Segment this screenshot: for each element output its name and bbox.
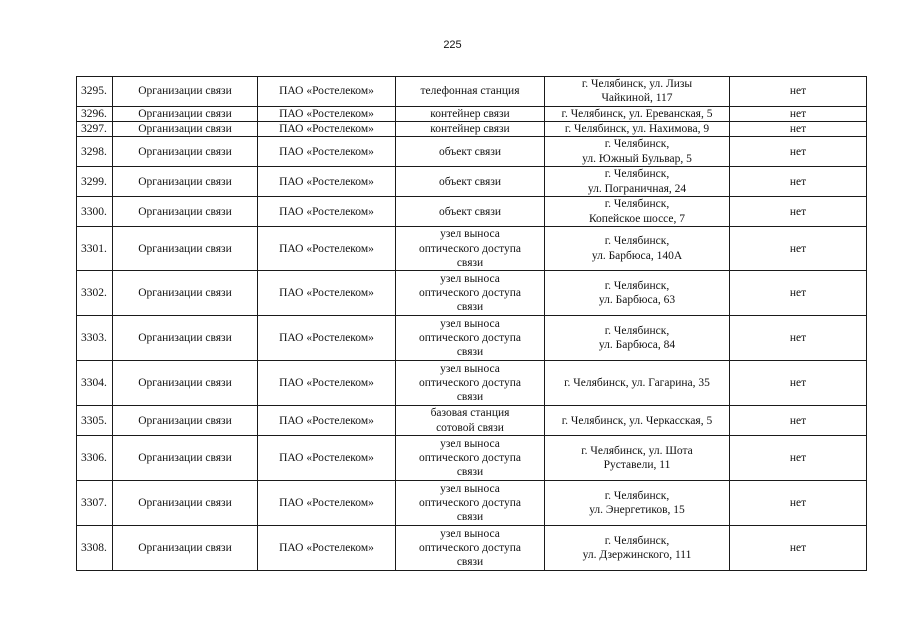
address-cell: г. Челябинск, ул. Лизы Чайкиной, 117 bbox=[545, 77, 730, 107]
facility-type-cell: узел выноса оптического доступа связи bbox=[396, 227, 545, 271]
value-cell: нет bbox=[730, 167, 867, 197]
row-number: 3308. bbox=[77, 526, 113, 571]
value-cell: нет bbox=[730, 406, 867, 436]
owner-cell: ПАО «Ростелеком» bbox=[258, 167, 396, 197]
owner-cell: ПАО «Ростелеком» bbox=[258, 77, 396, 107]
owner-cell: ПАО «Ростелеком» bbox=[258, 121, 396, 136]
category-cell: Организации связи bbox=[113, 406, 258, 436]
facility-type-cell: объект связи bbox=[396, 137, 545, 167]
row-number: 3304. bbox=[77, 361, 113, 406]
table-row bbox=[77, 316, 867, 361]
table-row bbox=[77, 481, 867, 526]
value-cell: нет bbox=[730, 197, 867, 227]
category-cell: Организации связи bbox=[113, 271, 258, 316]
category-cell: Организации связи bbox=[113, 481, 258, 526]
table-body bbox=[77, 77, 867, 571]
row-number: 3302. bbox=[77, 271, 113, 316]
facility-type-cell: базовая станция сотовой связи bbox=[396, 406, 545, 436]
facility-type-cell: узел выноса оптического доступа связи bbox=[396, 271, 545, 316]
table-row bbox=[77, 526, 867, 571]
row-number: 3307. bbox=[77, 481, 113, 526]
address-cell: г. Челябинск, ул. Гагарина, 35 bbox=[545, 361, 730, 406]
table-row bbox=[77, 406, 867, 436]
facility-type-cell: контейнер связи bbox=[396, 106, 545, 121]
address-cell: г. Челябинск, ул. Южный Бульвар, 5 bbox=[545, 137, 730, 167]
facility-type-cell: объект связи bbox=[396, 197, 545, 227]
category-cell: Организации связи bbox=[113, 197, 258, 227]
value-cell: нет bbox=[730, 271, 867, 316]
value-cell: нет bbox=[730, 481, 867, 526]
value-cell: нет bbox=[730, 121, 867, 136]
table-row bbox=[77, 121, 867, 136]
row-number: 3297. bbox=[77, 121, 113, 136]
value-cell: нет bbox=[730, 227, 867, 271]
owner-cell: ПАО «Ростелеком» bbox=[258, 436, 396, 481]
value-cell: нет bbox=[730, 361, 867, 406]
address-cell: г. Челябинск, ул. Шота Руставели, 11 bbox=[545, 436, 730, 481]
value-cell: нет bbox=[730, 436, 867, 481]
address-cell: г. Челябинск, ул. Барбюса, 84 bbox=[545, 316, 730, 361]
category-cell: Организации связи bbox=[113, 436, 258, 481]
row-number: 3305. bbox=[77, 406, 113, 436]
value-cell: нет bbox=[730, 77, 867, 107]
category-cell: Организации связи bbox=[113, 526, 258, 571]
address-cell: г. Челябинск, ул. Пограничная, 24 bbox=[545, 167, 730, 197]
row-number: 3306. bbox=[77, 436, 113, 481]
table-row bbox=[77, 137, 867, 167]
value-cell: нет bbox=[730, 137, 867, 167]
address-cell: г. Челябинск, ул. Энергетиков, 15 bbox=[545, 481, 730, 526]
facility-type-cell: узел выноса оптического доступа связи bbox=[396, 481, 545, 526]
owner-cell: ПАО «Ростелеком» bbox=[258, 481, 396, 526]
category-cell: Организации связи bbox=[113, 316, 258, 361]
table-row bbox=[77, 197, 867, 227]
table-row bbox=[77, 167, 867, 197]
category-cell: Организации связи bbox=[113, 106, 258, 121]
facility-table bbox=[76, 76, 867, 571]
row-number: 3299. bbox=[77, 167, 113, 197]
owner-cell: ПАО «Ростелеком» bbox=[258, 361, 396, 406]
table-row bbox=[77, 227, 867, 271]
table-row bbox=[77, 77, 867, 107]
row-number: 3301. bbox=[77, 227, 113, 271]
address-cell: г. Челябинск, ул. Нахимова, 9 bbox=[545, 121, 730, 136]
table-row bbox=[77, 106, 867, 121]
value-cell: нет bbox=[730, 106, 867, 121]
category-cell: Организации связи bbox=[113, 227, 258, 271]
row-number: 3303. bbox=[77, 316, 113, 361]
row-number: 3298. bbox=[77, 137, 113, 167]
facility-type-cell: телефонная станция bbox=[396, 77, 545, 107]
address-cell: г. Челябинск, ул. Барбюса, 63 bbox=[545, 271, 730, 316]
page-number: 225 bbox=[443, 39, 462, 51]
facility-type-cell: узел выноса оптического доступа связи bbox=[396, 436, 545, 481]
category-cell: Организации связи bbox=[113, 167, 258, 197]
owner-cell: ПАО «Ростелеком» bbox=[258, 227, 396, 271]
facility-type-cell: контейнер связи bbox=[396, 121, 545, 136]
owner-cell: ПАО «Ростелеком» bbox=[258, 137, 396, 167]
category-cell: Организации связи bbox=[113, 137, 258, 167]
facility-type-cell: узел выноса оптического доступа связи bbox=[396, 361, 545, 406]
row-number: 3300. bbox=[77, 197, 113, 227]
value-cell: нет bbox=[730, 526, 867, 571]
facility-type-cell: узел выноса оптического доступа связи bbox=[396, 316, 545, 361]
table-row bbox=[77, 436, 867, 481]
row-number: 3295. bbox=[77, 77, 113, 107]
owner-cell: ПАО «Ростелеком» bbox=[258, 106, 396, 121]
owner-cell: ПАО «Ростелеком» bbox=[258, 316, 396, 361]
facility-type-cell: узел выноса оптического доступа связи bbox=[396, 526, 545, 571]
address-cell: г. Челябинск, ул. Черкасская, 5 bbox=[545, 406, 730, 436]
facility-type-cell: объект связи bbox=[396, 167, 545, 197]
row-number: 3296. bbox=[77, 106, 113, 121]
owner-cell: ПАО «Ростелеком» bbox=[258, 197, 396, 227]
address-cell: г. Челябинск, ул. Дзержинского, 111 bbox=[545, 526, 730, 571]
address-cell: г. Челябинск, Копейское шоссе, 7 bbox=[545, 197, 730, 227]
owner-cell: ПАО «Ростелеком» bbox=[258, 271, 396, 316]
table-row bbox=[77, 271, 867, 316]
owner-cell: ПАО «Ростелеком» bbox=[258, 406, 396, 436]
address-cell: г. Челябинск, ул. Ереванская, 5 bbox=[545, 106, 730, 121]
category-cell: Организации связи bbox=[113, 361, 258, 406]
owner-cell: ПАО «Ростелеком» bbox=[258, 526, 396, 571]
category-cell: Организации связи bbox=[113, 77, 258, 107]
table-row bbox=[77, 361, 867, 406]
value-cell: нет bbox=[730, 316, 867, 361]
category-cell: Организации связи bbox=[113, 121, 258, 136]
address-cell: г. Челябинск, ул. Барбюса, 140А bbox=[545, 227, 730, 271]
